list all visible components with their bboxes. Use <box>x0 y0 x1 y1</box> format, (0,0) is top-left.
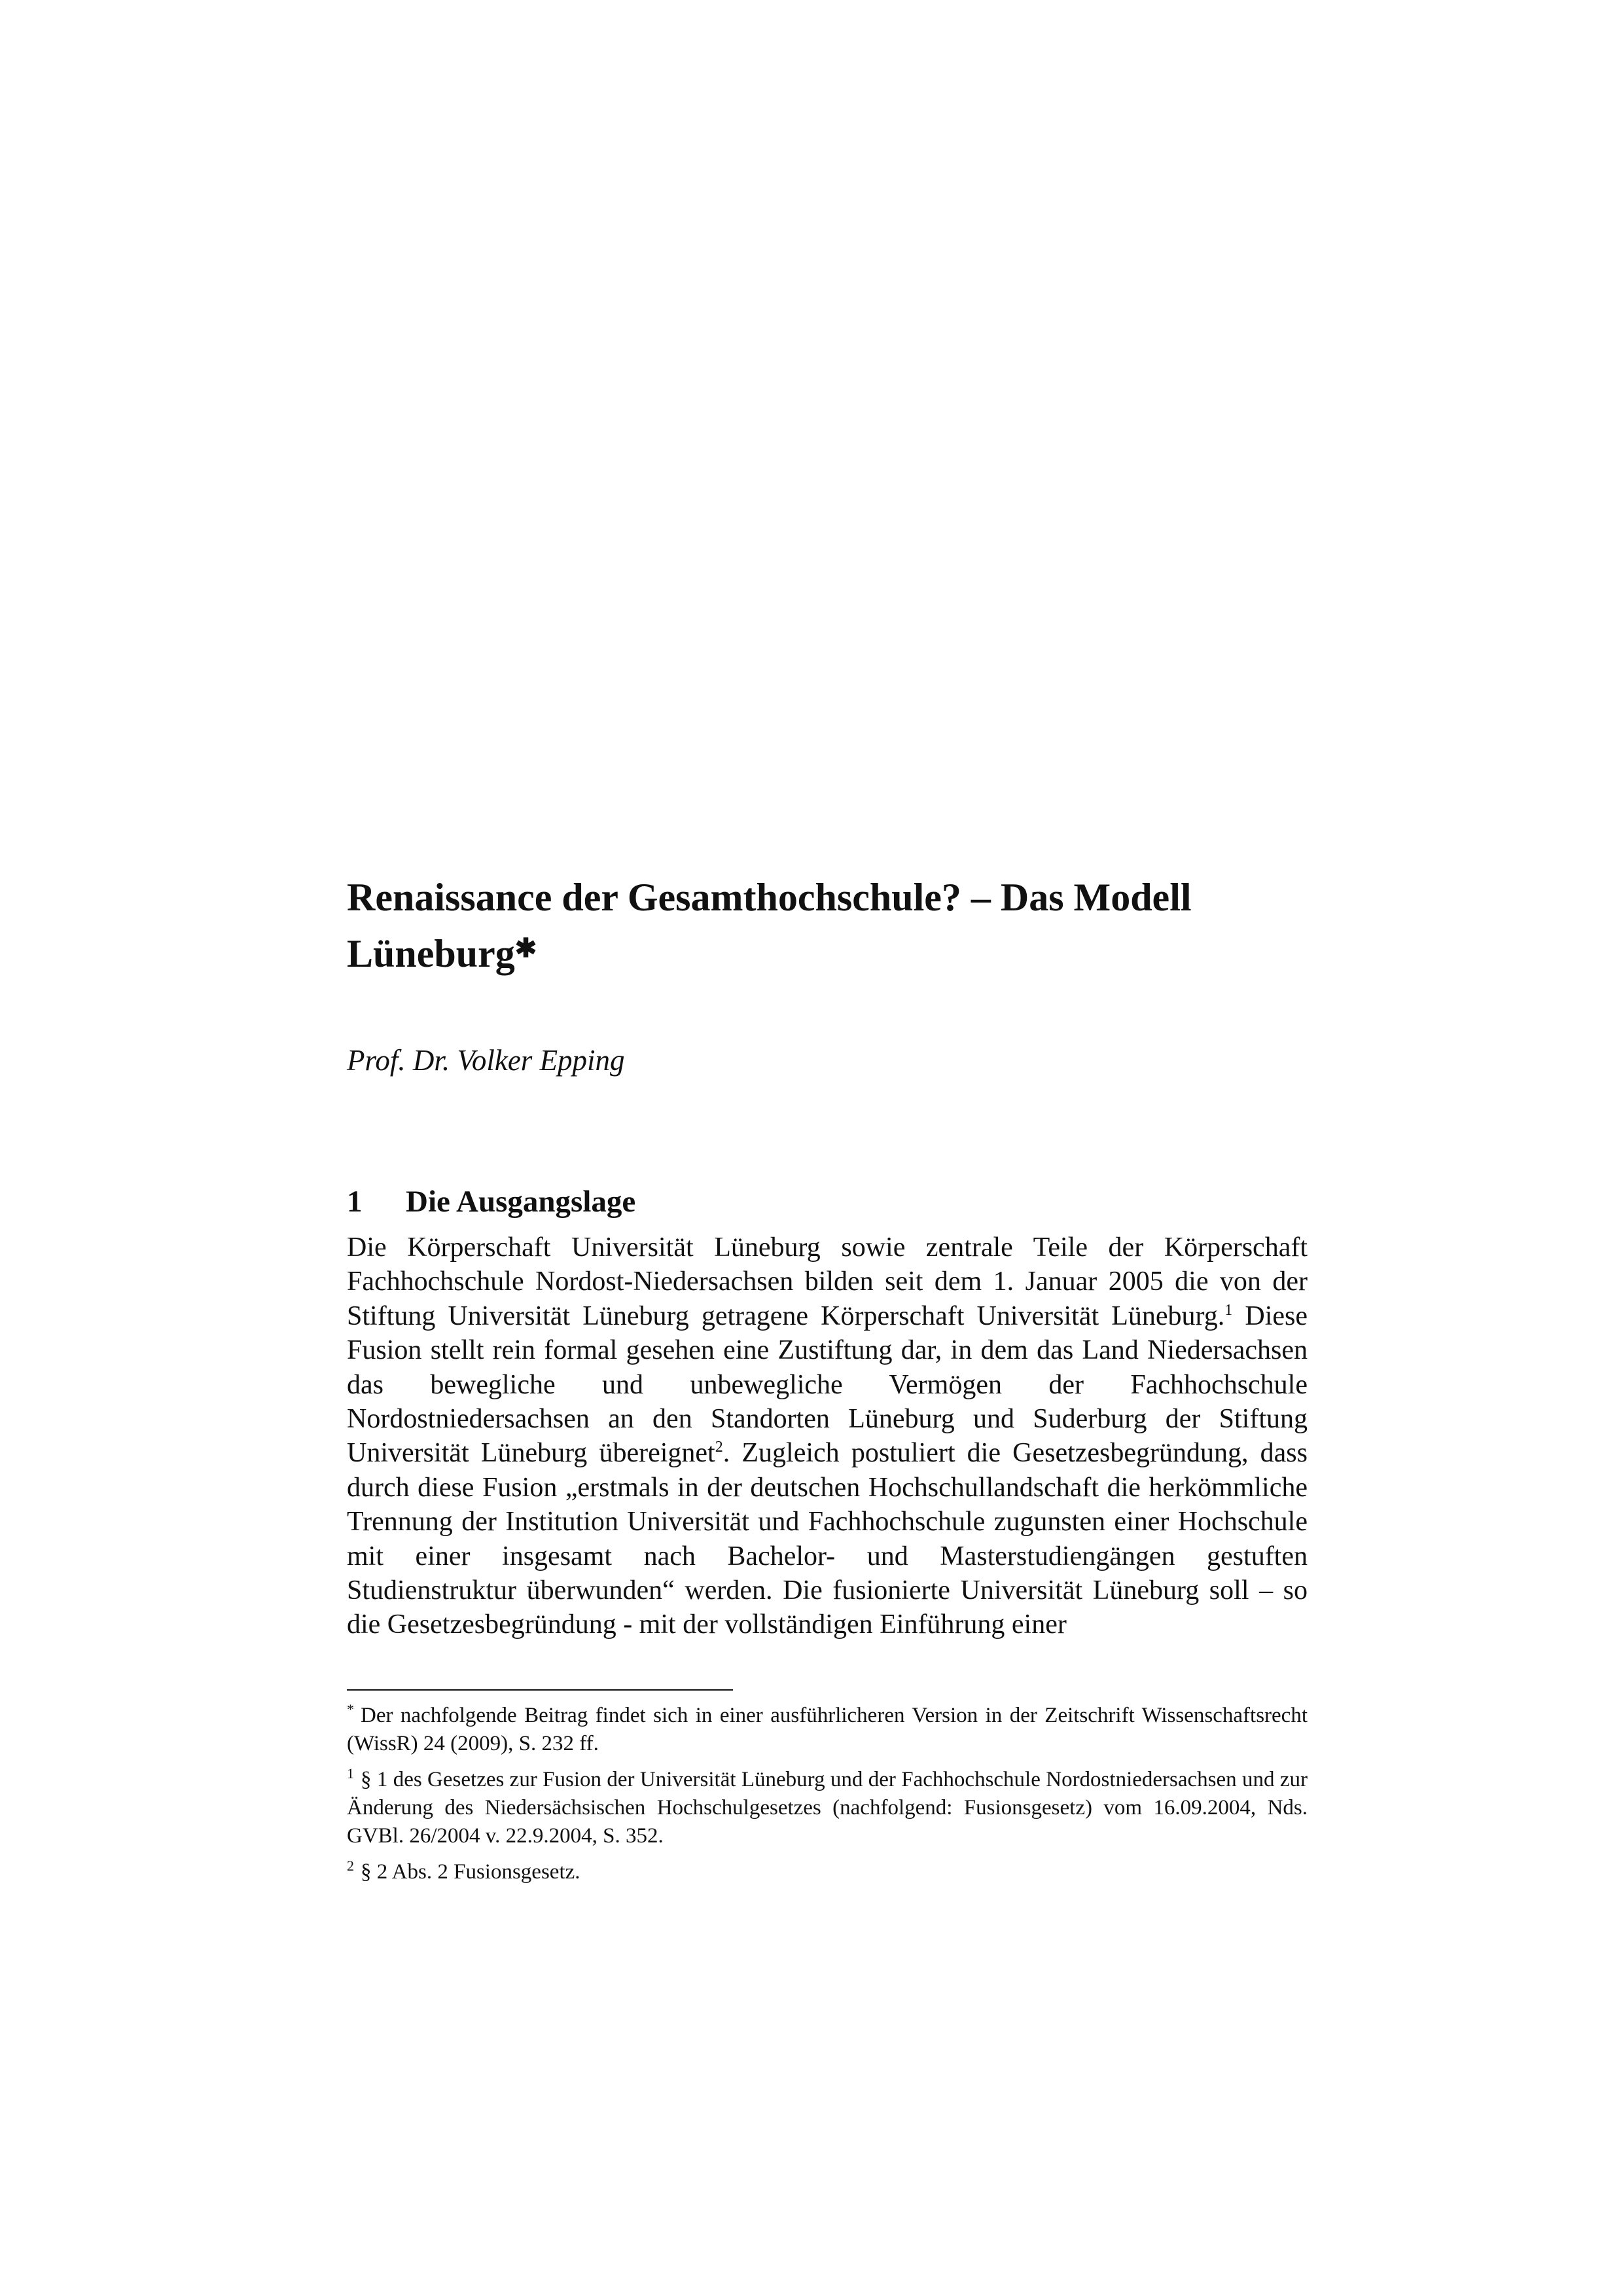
footnote-text: § 2 Abs. 2 Fusionsgesetz. <box>361 1860 580 1884</box>
body-text-part-1: Die Körperschaft Universität Lüneburg sowie zentrale Teile der Körperschaft Fachhochschule Nordost-Niedersachsen bilden seit dem 1. Januar 2005 die von der Stiftung Universität Lüneburg getragene Körperschaft Universität Lüneburg. <box>347 1232 1308 1331</box>
footnote-ref-1: 1 <box>1224 1301 1233 1319</box>
footnote-marker: * <box>347 1701 354 1717</box>
footnote-2 <box>347 1858 1308 1886</box>
article-title-text: Renaissance der Gesamthochschule? – Das Modell Lüneburg <box>347 876 1192 975</box>
body-text-part-3: . Zugleich postuliert die Gesetzesbegründung, dass durch diese Fusion „erstmals in der deutschen Hochschullandschaft die herkömmliche Trennung der Institution Universität und Fachhochschule zugunsten einer Hochschule mit einer insgesamt nach Bachelor- und Masterstudiengängen gestuften Studienstruktur überwunden“ werden. Die fusionierte Universität Lüneburg soll – so die Gesetzesbegründung - mit der vollständigen Einführung einer <box>347 1438 1308 1640</box>
footnote-text: Der nachfolgende Beitrag findet sich in einer ausführlicheren Version in der Zeitschrift Wissenschaftsrecht (WissR) 24 (2009), S. 232 ff. <box>347 1704 1308 1755</box>
footnote-1 <box>347 1766 1308 1850</box>
footnote-text: § 1 des Gesetzes zur Fusion der Universität Lüneburg und der Fachhochschule Nordostniedersachsen und zur Änderung des Niedersächsischen Hochschulgesetzes (nachfolgend: Fusionsgesetz) vom 16.09.2004, Nds. GVBl. 26/2004 v. 22.9.2004, S. 352. <box>347 1768 1308 1848</box>
footnote-marker: 2 <box>347 1857 354 1874</box>
footnote-star <box>347 1702 1308 1758</box>
footnote-divider <box>347 1689 733 1691</box>
section-title: Die Ausgangslage <box>406 1185 636 1219</box>
body-text-part-2: Diese Fusion stellt rein formal gesehen eine Zustiftung dar, in dem das Land Niedersachsen das bewegliche und unbewegliche Vermögen der Fachhochschule Nordostniedersachsen an den Standorten Lüneburg und Suderburg der Stiftung Universität Lüneburg übereignet <box>347 1300 1308 1469</box>
footnote-ref-2: 2 <box>715 1439 723 1456</box>
footnote-marker: 1 <box>347 1765 354 1782</box>
title-footnote-marker: ✱ <box>514 933 537 963</box>
section-number: 1 <box>347 1185 363 1219</box>
author-name: Prof. Dr. Volker Epping <box>347 1044 625 1077</box>
footnotes-section <box>347 1702 1308 1894</box>
section-heading <box>347 1181 1322 1222</box>
article-title <box>347 869 1322 982</box>
body-paragraph <box>347 1230 1308 1642</box>
